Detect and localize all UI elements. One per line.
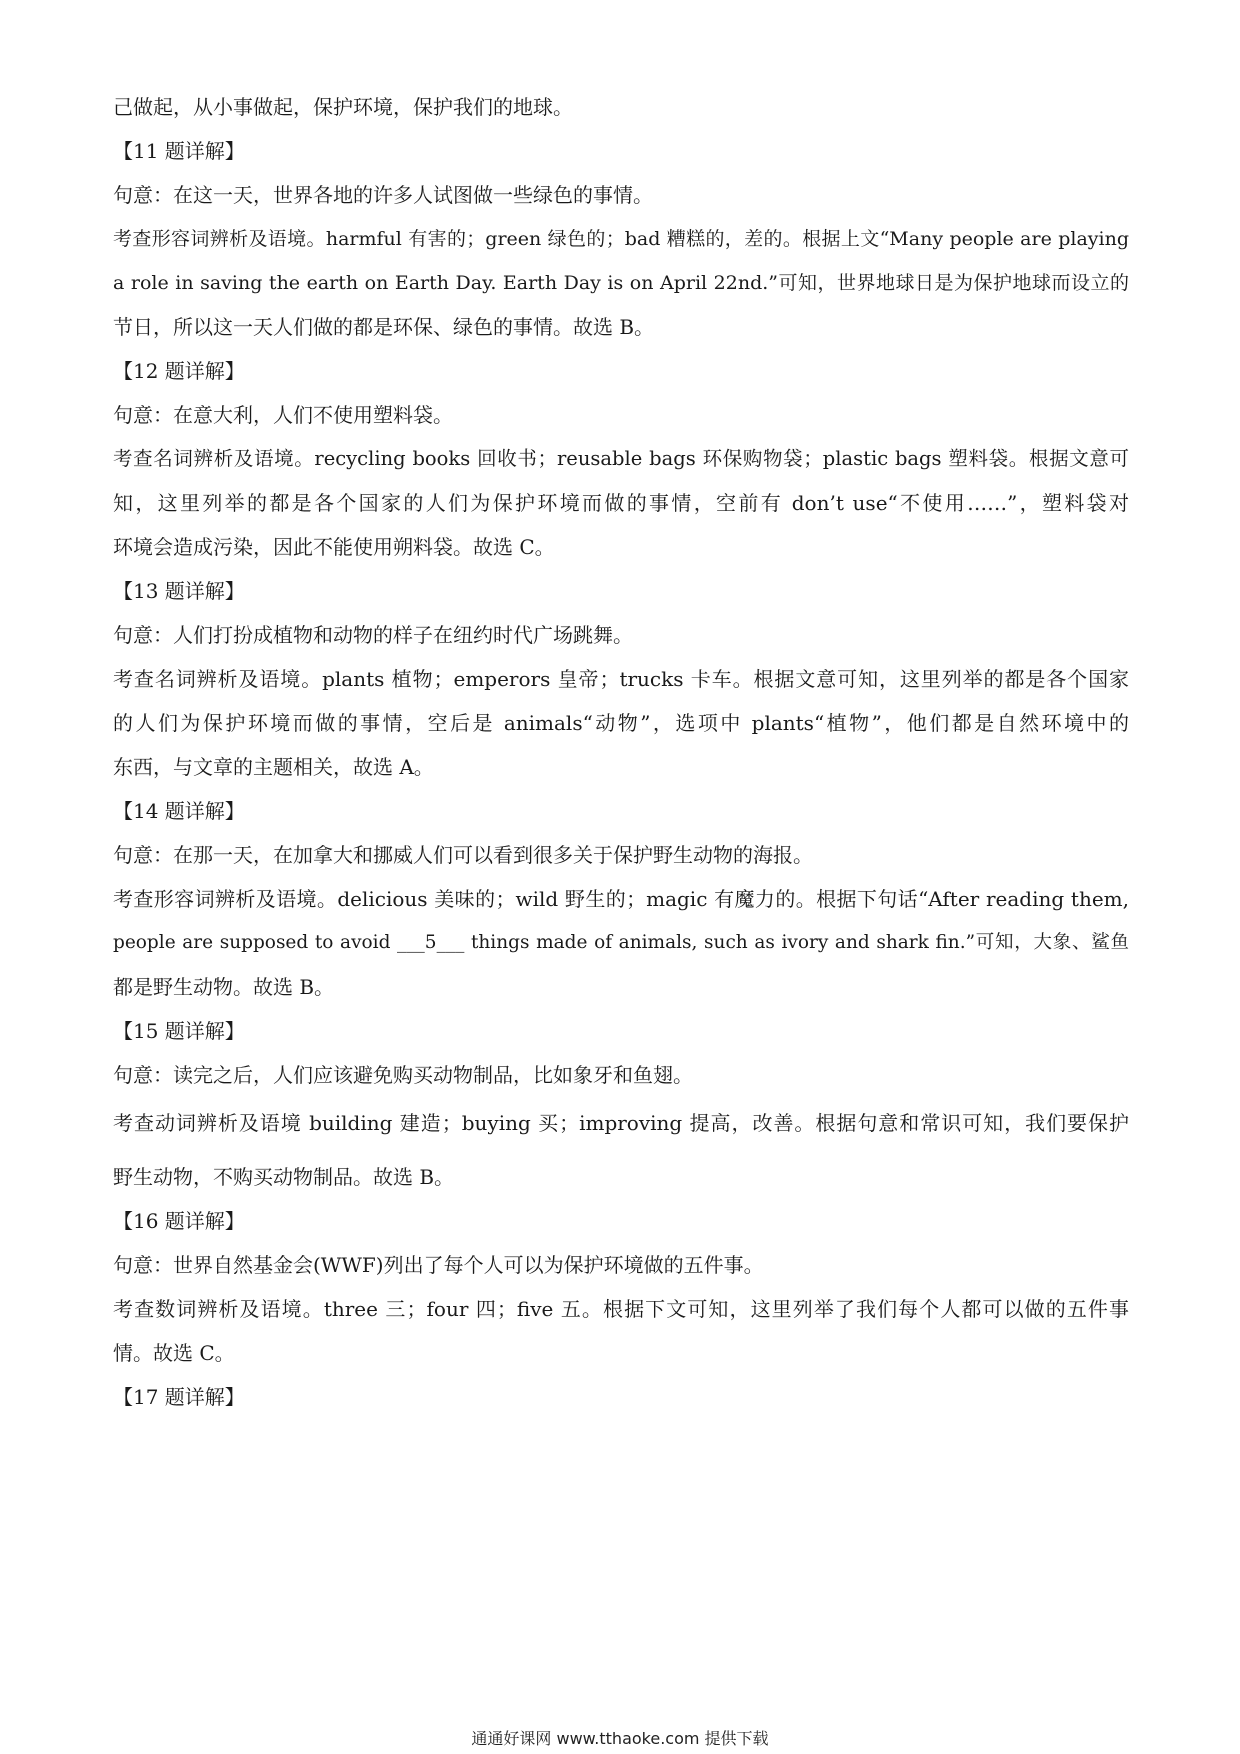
explanation-line: 考查形容词辨析及语境。harmful 有害的；green 绿色的；bad 糟糕的，差的。根据上文“Many people are playing bbox=[113, 228, 1129, 250]
page-footer: 通通好课网 www.tthaoke.com 提供下载 bbox=[471, 1729, 769, 1748]
explanation-line: 考查数词辨析及语境。three 三；four 四；five 五。根据下文可知，这里列举了我们每个人都可以做的五件事 bbox=[113, 1297, 1129, 1321]
section-heading-16: 【16 题详解】 bbox=[113, 1209, 245, 1233]
section-heading-15: 【15 题详解】 bbox=[113, 1019, 245, 1043]
explanation-line: 野生动物，不购买动物制品。故选 B。 bbox=[113, 1165, 455, 1189]
explanation-line: 考查动词辨析及语境 building 建造；buying 买；improving 提高，改善。根据句意和常识可知，我们要保护 bbox=[113, 1111, 1129, 1135]
explanation-line: 的人们为保护环境而做的事情，空后是 animals“动物”，选项中 plants“植物”，他们都是自然环境中的 bbox=[113, 711, 1129, 735]
explanation-line: 考查名词辨析及语境。recycling books 回收书；reusable bags 环保购物袋；plastic bags 塑料袋。根据文意可 bbox=[113, 447, 1129, 470]
explanation-line: 东西，与文章的主题相关，故选 A。 bbox=[113, 755, 434, 779]
explanation-line: 都是野生动物。故选 B。 bbox=[113, 975, 335, 999]
explanation-line: 情。故选 C。 bbox=[113, 1341, 235, 1365]
sentence-meaning-12: 句意：在意大利，人们不使用塑料袋。 bbox=[113, 403, 453, 427]
paragraph-line: 己做起，从小事做起，保护环境，保护我们的地球。 bbox=[113, 95, 573, 119]
section-heading-11: 【11 题详解】 bbox=[113, 139, 245, 163]
sentence-meaning-15: 句意：读完之后，人们应该避免购买动物制品，比如象牙和鱼翅。 bbox=[113, 1063, 693, 1087]
sentence-meaning-11: 句意：在这一天，世界各地的许多人试图做一些绿色的事情。 bbox=[113, 183, 653, 207]
explanation-line: people are supposed to avoid ___5___ things made of animals, such as ivory and shark fin.”可知，大象、鲨鱼 bbox=[113, 932, 1129, 953]
section-heading-17: 【17 题详解】 bbox=[113, 1385, 245, 1409]
section-heading-12: 【12 题详解】 bbox=[113, 359, 245, 383]
explanation-line: a role in saving the earth on Earth Day. Earth Day is on April 22nd.”可知，世界地球日是为保护地球而设立的 bbox=[113, 272, 1129, 294]
section-heading-13: 【13 题详解】 bbox=[113, 579, 245, 603]
explanation-line: 节日，所以这一天人们做的都是环保、绿色的事情。故选 B。 bbox=[113, 315, 655, 339]
explanation-line: 考查名词辨析及语境。plants 植物；emperors 皇帝；trucks 卡车。根据文意可知，这里列举的都是各个国家 bbox=[113, 667, 1129, 691]
explanation-line: 知，这里列举的都是各个国家的人们为保护环境而做的事情，空前有 don’t use“不使用……”，塑料袋对 bbox=[113, 491, 1129, 515]
sentence-meaning-14: 句意：在那一天，在加拿大和挪威人们可以看到很多关于保护野生动物的海报。 bbox=[113, 843, 813, 867]
explanation-line: 环境会造成污染，因此不能使用朔料袋。故选 C。 bbox=[113, 535, 555, 559]
section-heading-14: 【14 题详解】 bbox=[113, 799, 245, 823]
sentence-meaning-16: 句意：世界自然基金会(WWF)列出了每个人可以为保护环境做的五件事。 bbox=[113, 1253, 764, 1277]
explanation-line: 考查形容词辨析及语境。delicious 美味的；wild 野生的；magic 有魔力的。根据下句话“After reading them, bbox=[113, 887, 1129, 911]
sentence-meaning-13: 句意：人们打扮成植物和动物的样子在纽约时代广场跳舞。 bbox=[113, 623, 633, 647]
